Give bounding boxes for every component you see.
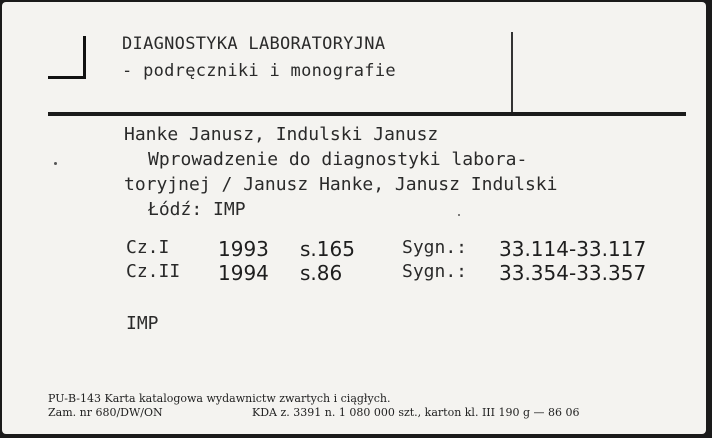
heading-rule <box>48 112 686 116</box>
dust-speck <box>458 214 460 216</box>
form-footer-print-info: KDA z. 3391 n. 1 080 000 szt., karton kl. III 190 g — 86 06 <box>252 406 580 419</box>
corner-mark-horizontal <box>48 76 86 79</box>
form-footer-order: Zam. nr 680/DW/ON <box>48 406 163 419</box>
dust-speck <box>54 162 57 165</box>
holding-part: Cz.II <box>126 261 181 282</box>
form-footer-line-1: PU-B-143 Karta katalogowa wydawnictw zwartych i ciągłych. <box>48 392 391 405</box>
holding-part: Cz.I <box>126 237 170 258</box>
title-line-1: Wprowadzenie do diagnostyki labora- <box>148 149 528 170</box>
authors-line: Hanke Janusz, Indulski Janusz <box>124 124 439 145</box>
subject-subheading: - podręczniki i monografie <box>122 61 396 81</box>
holding-sygn-label: Sygn.: <box>402 261 468 282</box>
corner-mark-vertical <box>83 36 86 79</box>
imprint-line: Łódź: IMP <box>148 199 246 220</box>
holding-sygn-range: 33.114-33.117 <box>499 237 647 261</box>
subject-heading: DIAGNOSTYKA LABORATORYJNA <box>122 34 386 54</box>
holding-sygn-label: Sygn.: <box>402 237 468 258</box>
title-line-2: toryjnej / Janusz Hanke, Janusz Indulski <box>124 174 558 195</box>
holding-sygn-range: 33.354-33.357 <box>499 261 647 285</box>
publisher-note: IMP <box>126 313 159 334</box>
holding-pages: s.165 <box>300 237 355 261</box>
holding-year: 1994 <box>218 261 269 285</box>
holding-year: 1993 <box>218 237 269 261</box>
holding-pages: s.86 <box>300 261 343 285</box>
subject-divider <box>511 32 513 112</box>
catalog-card <box>2 2 706 434</box>
